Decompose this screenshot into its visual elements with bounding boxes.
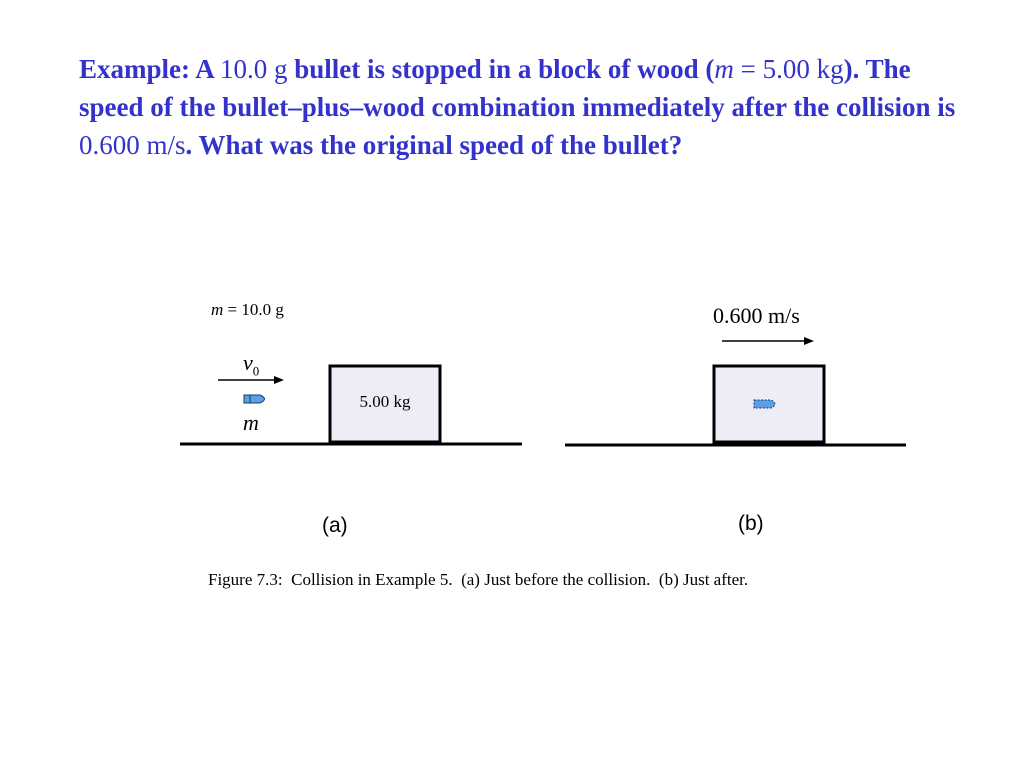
problem-text-1: bullet is stopped in a block of wood ( (294, 54, 715, 84)
problem-mass-symbol: m (714, 54, 734, 84)
figure-caption: Figure 7.3: Collision in Example 5. (a) Just before the collision. (b) Just after. (208, 570, 749, 589)
problem-speed: 0.600 m/s (79, 130, 186, 160)
speed-arrow-head (804, 337, 814, 345)
bullet (244, 395, 265, 403)
problem-bullet-mass: 10.0 g (220, 54, 288, 84)
velocity-label: $v_0$ (243, 350, 260, 379)
block-mass-label: 5.00 kg (359, 392, 411, 411)
problem-lead: Example: A (79, 54, 214, 84)
bullet-label: m (243, 410, 259, 435)
bullet-mass-label: m = 10.0 g (211, 300, 284, 319)
panel-a-label: (a) (322, 514, 348, 537)
final-speed-label: 0.600 m/s (713, 303, 800, 328)
panel-b-label: (b) (738, 512, 764, 535)
problem-text-2: ). The speed of the bullet–plus–wood combination immediately after the collision is (79, 54, 956, 122)
velocity-arrow-head (274, 376, 284, 384)
problem-text-3: . What was the original speed of the bullet? (185, 130, 683, 160)
embedded-bullet (754, 400, 775, 408)
panel-b (565, 337, 906, 445)
problem-block-mass: = 5.00 kg (733, 54, 844, 84)
